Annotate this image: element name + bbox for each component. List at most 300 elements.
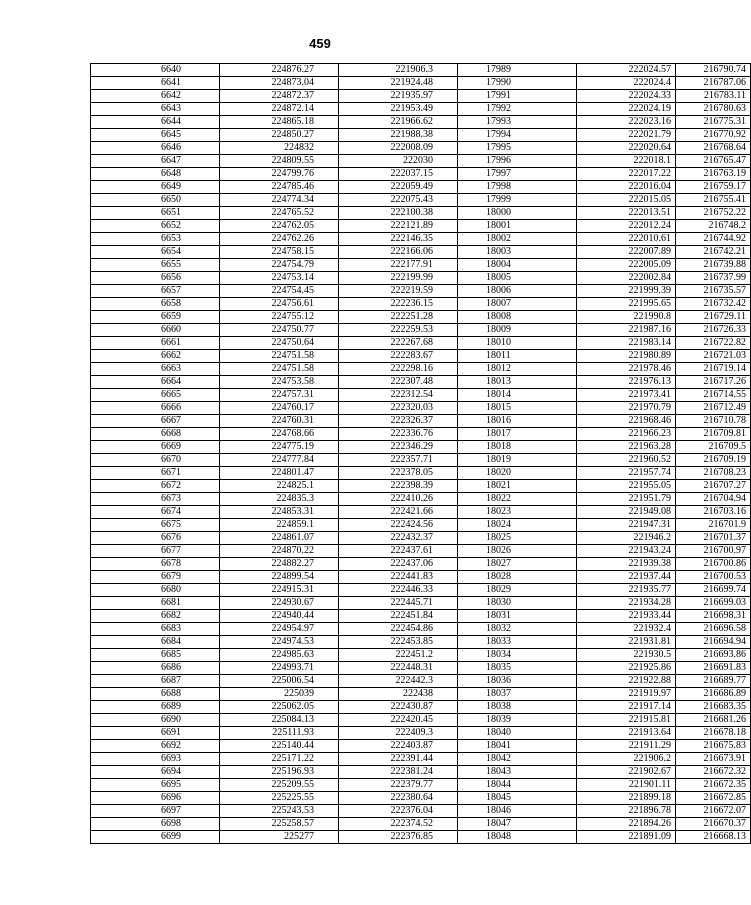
table-cell: 6684 <box>91 636 220 649</box>
table-row <box>91 77 751 90</box>
table-cell: 222438 <box>339 688 458 701</box>
table-cell: 224753.14 <box>220 272 339 285</box>
table-cell: 221911.29 <box>577 740 676 753</box>
coordinate-table <box>90 63 751 844</box>
table-cell: 222199.99 <box>339 272 458 285</box>
table-cell: 18026 <box>458 545 577 558</box>
table-body <box>91 64 751 844</box>
table-row <box>91 246 751 259</box>
table-cell: 224774.34 <box>220 194 339 207</box>
table-cell: 222017.22 <box>577 168 676 181</box>
table-cell: 18018 <box>458 441 577 454</box>
table-row <box>91 766 751 779</box>
table-cell: 222421.66 <box>339 506 458 519</box>
table-cell: 224870.22 <box>220 545 339 558</box>
table-cell: 224801.47 <box>220 467 339 480</box>
table-row <box>91 337 751 350</box>
table-cell: 224765.52 <box>220 207 339 220</box>
table-cell: 6672 <box>91 480 220 493</box>
table-row <box>91 454 751 467</box>
table-cell: 17994 <box>458 129 577 142</box>
table-cell: 18009 <box>458 324 577 337</box>
table-cell: 18021 <box>458 480 577 493</box>
table-cell: 221924.48 <box>339 77 458 90</box>
table-row <box>91 194 751 207</box>
table-cell: 216790.74 <box>676 64 751 77</box>
table-cell: 221935.97 <box>339 90 458 103</box>
table-cell: 6662 <box>91 350 220 363</box>
table-cell: 18024 <box>458 519 577 532</box>
table-cell: 18031 <box>458 610 577 623</box>
table-row <box>91 662 751 675</box>
table-cell: 17990 <box>458 77 577 90</box>
table-cell: 222446.33 <box>339 584 458 597</box>
table-cell: 222430.87 <box>339 701 458 714</box>
table-cell: 6640 <box>91 64 220 77</box>
table-cell: 6641 <box>91 77 220 90</box>
table-cell: 222024.57 <box>577 64 676 77</box>
table-cell: 6699 <box>91 831 220 844</box>
table-row <box>91 233 751 246</box>
table-cell: 6677 <box>91 545 220 558</box>
table-cell: 18011 <box>458 350 577 363</box>
table-cell: 221943.24 <box>577 545 676 558</box>
table-cell: 221915.81 <box>577 714 676 727</box>
table-row <box>91 467 751 480</box>
table-cell: 222021.79 <box>577 129 676 142</box>
table-cell: 221934.28 <box>577 597 676 610</box>
table-row <box>91 207 751 220</box>
table-cell: 18044 <box>458 779 577 792</box>
table-cell: 222259.53 <box>339 324 458 337</box>
table-cell: 221939.38 <box>577 558 676 571</box>
table-cell: 221922.88 <box>577 675 676 688</box>
table-cell: 216698.31 <box>676 610 751 623</box>
table-cell: 6656 <box>91 272 220 285</box>
table-cell: 17996 <box>458 155 577 168</box>
table-row <box>91 792 751 805</box>
table-cell: 222267.68 <box>339 337 458 350</box>
table-cell: 222002.84 <box>577 272 676 285</box>
table-cell: 224832 <box>220 142 339 155</box>
table-cell: 18025 <box>458 532 577 545</box>
table-cell: 222005.09 <box>577 259 676 272</box>
table-cell: 224760.31 <box>220 415 339 428</box>
table-cell: 222442.3 <box>339 675 458 688</box>
table-cell: 221955.05 <box>577 480 676 493</box>
table-cell: 216693.86 <box>676 649 751 662</box>
table-cell: 221937.44 <box>577 571 676 584</box>
table-cell: 216739.88 <box>676 259 751 272</box>
table-cell: 224753.58 <box>220 376 339 389</box>
table-cell: 222432.37 <box>339 532 458 545</box>
table-cell: 6691 <box>91 727 220 740</box>
table-cell: 222024.4 <box>577 77 676 90</box>
table-cell: 221930.5 <box>577 649 676 662</box>
table-cell: 216714.55 <box>676 389 751 402</box>
table-cell: 222357.71 <box>339 454 458 467</box>
table-cell: 216765.47 <box>676 155 751 168</box>
table-row <box>91 831 751 844</box>
table-cell: 221894.26 <box>577 818 676 831</box>
table-row <box>91 727 751 740</box>
table-row <box>91 636 751 649</box>
table-row <box>91 272 751 285</box>
table-cell: 6643 <box>91 103 220 116</box>
table-cell: 18007 <box>458 298 577 311</box>
table-cell: 221983.14 <box>577 337 676 350</box>
table-cell: 221966.62 <box>339 116 458 129</box>
table-cell: 224750.64 <box>220 337 339 350</box>
table-cell: 224872.14 <box>220 103 339 116</box>
table-cell: 224853.31 <box>220 506 339 519</box>
table-cell: 216710.78 <box>676 415 751 428</box>
table-cell: 18041 <box>458 740 577 753</box>
table-cell: 222374.52 <box>339 818 458 831</box>
table-cell: 216703.16 <box>676 506 751 519</box>
table-cell: 216708.23 <box>676 467 751 480</box>
table-cell: 224762.26 <box>220 233 339 246</box>
table-cell: 18027 <box>458 558 577 571</box>
table-cell: 222283.67 <box>339 350 458 363</box>
table-cell: 17998 <box>458 181 577 194</box>
table-cell: 6659 <box>91 311 220 324</box>
table-row <box>91 181 751 194</box>
table-cell: 6696 <box>91 792 220 805</box>
table-cell: 222298.16 <box>339 363 458 376</box>
table-cell: 221953.49 <box>339 103 458 116</box>
table-cell: 18030 <box>458 597 577 610</box>
table-cell: 225111.93 <box>220 727 339 740</box>
table-cell: 222403.87 <box>339 740 458 753</box>
table-cell: 221899.18 <box>577 792 676 805</box>
table-cell: 6669 <box>91 441 220 454</box>
table-cell: 216696.58 <box>676 623 751 636</box>
table-cell: 222013.51 <box>577 207 676 220</box>
table-cell: 216712.49 <box>676 402 751 415</box>
table-cell: 6661 <box>91 337 220 350</box>
table-cell: 18003 <box>458 246 577 259</box>
table-cell: 222059.49 <box>339 181 458 194</box>
table-cell: 18036 <box>458 675 577 688</box>
table-cell: 222376.04 <box>339 805 458 818</box>
table-cell: 18006 <box>458 285 577 298</box>
table-cell: 222007.89 <box>577 246 676 259</box>
table-cell: 18035 <box>458 662 577 675</box>
table-row <box>91 168 751 181</box>
table-cell: 18033 <box>458 636 577 649</box>
table-cell: 6642 <box>91 90 220 103</box>
table-cell: 18034 <box>458 649 577 662</box>
table-cell: 216672.85 <box>676 792 751 805</box>
table-cell: 222016.04 <box>577 181 676 194</box>
table-cell: 222008.09 <box>339 142 458 155</box>
table-row <box>91 155 751 168</box>
table-cell: 18015 <box>458 402 577 415</box>
table-cell: 222391.44 <box>339 753 458 766</box>
table-cell: 224865.18 <box>220 116 339 129</box>
table-row <box>91 714 751 727</box>
table-cell: 6644 <box>91 116 220 129</box>
table-cell: 221960.52 <box>577 454 676 467</box>
table-row <box>91 493 751 506</box>
table-cell: 224754.79 <box>220 259 339 272</box>
table-cell: 17989 <box>458 64 577 77</box>
table-cell: 216737.99 <box>676 272 751 285</box>
table-cell: 222307.48 <box>339 376 458 389</box>
table-cell: 6646 <box>91 142 220 155</box>
table-cell: 225006.54 <box>220 675 339 688</box>
table-cell: 17992 <box>458 103 577 116</box>
table-cell: 18029 <box>458 584 577 597</box>
table-cell: 224751.58 <box>220 350 339 363</box>
table-cell: 216673.91 <box>676 753 751 766</box>
table-cell: 6690 <box>91 714 220 727</box>
table-cell: 222018.1 <box>577 155 676 168</box>
table-cell: 222336.76 <box>339 428 458 441</box>
table-cell: 225140.44 <box>220 740 339 753</box>
table-cell: 18039 <box>458 714 577 727</box>
table-cell: 216768.64 <box>676 142 751 155</box>
table-cell: 221957.74 <box>577 467 676 480</box>
table-cell: 216683.35 <box>676 701 751 714</box>
table-cell: 216701.37 <box>676 532 751 545</box>
table-row <box>91 701 751 714</box>
table-cell: 224915.31 <box>220 584 339 597</box>
table-cell: 221999.39 <box>577 285 676 298</box>
table-cell: 6681 <box>91 597 220 610</box>
table-cell: 216719.14 <box>676 363 751 376</box>
table-cell: 224768.66 <box>220 428 339 441</box>
table-cell: 216707.27 <box>676 480 751 493</box>
table-cell: 18012 <box>458 363 577 376</box>
table-cell: 221973.41 <box>577 389 676 402</box>
table-cell: 216787.06 <box>676 77 751 90</box>
table-cell: 18037 <box>458 688 577 701</box>
table-cell: 224974.53 <box>220 636 339 649</box>
table-cell: 216700.86 <box>676 558 751 571</box>
table-row <box>91 129 751 142</box>
table-cell: 18016 <box>458 415 577 428</box>
table-cell: 222398.39 <box>339 480 458 493</box>
table-cell: 224825.1 <box>220 480 339 493</box>
table-cell: 222037.15 <box>339 168 458 181</box>
table-cell: 222451.2 <box>339 649 458 662</box>
table-cell: 225039 <box>220 688 339 701</box>
table-cell: 216783.11 <box>676 90 751 103</box>
table-row <box>91 779 751 792</box>
table-cell: 6668 <box>91 428 220 441</box>
table-cell: 216694.94 <box>676 636 751 649</box>
table-cell: 224760.17 <box>220 402 339 415</box>
table-cell: 221917.14 <box>577 701 676 714</box>
table-cell: 6666 <box>91 402 220 415</box>
table-cell: 216752.22 <box>676 207 751 220</box>
table-cell: 216717.26 <box>676 376 751 389</box>
table-cell: 222380.64 <box>339 792 458 805</box>
table-cell: 222166.06 <box>339 246 458 259</box>
table-cell: 6692 <box>91 740 220 753</box>
table-cell: 224775.19 <box>220 441 339 454</box>
table-row <box>91 298 751 311</box>
table-cell: 216735.57 <box>676 285 751 298</box>
table-cell: 216770.92 <box>676 129 751 142</box>
table-cell: 224762.05 <box>220 220 339 233</box>
table-cell: 18005 <box>458 272 577 285</box>
table-cell: 224755.12 <box>220 311 339 324</box>
table-cell: 225084.13 <box>220 714 339 727</box>
table-cell: 18017 <box>458 428 577 441</box>
table-cell: 6665 <box>91 389 220 402</box>
table-cell: 18046 <box>458 805 577 818</box>
table-cell: 222312.54 <box>339 389 458 402</box>
table-cell: 222437.61 <box>339 545 458 558</box>
table-cell: 222075.43 <box>339 194 458 207</box>
table-cell: 6674 <box>91 506 220 519</box>
table-cell: 6698 <box>91 818 220 831</box>
table-cell: 221990.8 <box>577 311 676 324</box>
table-cell: 221901.11 <box>577 779 676 792</box>
table-cell: 222020.64 <box>577 142 676 155</box>
table-cell: 216670.37 <box>676 818 751 831</box>
table-cell: 18002 <box>458 233 577 246</box>
table-cell: 221891.09 <box>577 831 676 844</box>
table-cell: 222024.33 <box>577 90 676 103</box>
table-cell: 222454.86 <box>339 623 458 636</box>
table-row <box>91 259 751 272</box>
table-cell: 216681.26 <box>676 714 751 727</box>
table-cell: 18028 <box>458 571 577 584</box>
table-cell: 221947.31 <box>577 519 676 532</box>
table-cell: 224861.07 <box>220 532 339 545</box>
table-cell: 216668.13 <box>676 831 751 844</box>
table-cell: 216689.77 <box>676 675 751 688</box>
table-cell: 216709.19 <box>676 454 751 467</box>
table-cell: 216763.19 <box>676 168 751 181</box>
table-cell: 6647 <box>91 155 220 168</box>
table-cell: 18019 <box>458 454 577 467</box>
table-cell: 222376.85 <box>339 831 458 844</box>
table-row <box>91 584 751 597</box>
table-cell: 17997 <box>458 168 577 181</box>
table-cell: 6664 <box>91 376 220 389</box>
table-cell: 6679 <box>91 571 220 584</box>
table-cell: 216672.07 <box>676 805 751 818</box>
table-cell: 6650 <box>91 194 220 207</box>
table-row <box>91 350 751 363</box>
table-cell: 225225.55 <box>220 792 339 805</box>
table-row <box>91 324 751 337</box>
table-cell: 222441.83 <box>339 571 458 584</box>
table-row <box>91 610 751 623</box>
table-cell: 222012.24 <box>577 220 676 233</box>
table-cell: 18023 <box>458 506 577 519</box>
table-cell: 216780.63 <box>676 103 751 116</box>
table-cell: 6670 <box>91 454 220 467</box>
table-cell: 221951.79 <box>577 493 676 506</box>
table-cell: 222024.19 <box>577 103 676 116</box>
table-cell: 225062.05 <box>220 701 339 714</box>
table-cell: 222448.31 <box>339 662 458 675</box>
table-cell: 216748.2 <box>676 220 751 233</box>
table-cell: 18043 <box>458 766 577 779</box>
table-cell: 216700.53 <box>676 571 751 584</box>
table-cell: 224930.67 <box>220 597 339 610</box>
table-cell: 18047 <box>458 818 577 831</box>
table-cell: 6678 <box>91 558 220 571</box>
table-cell: 222100.38 <box>339 207 458 220</box>
table-cell: 221906.2 <box>577 753 676 766</box>
table-cell: 221976.13 <box>577 376 676 389</box>
table-row <box>91 389 751 402</box>
table-cell: 221906.3 <box>339 64 458 77</box>
table-cell: 216709.81 <box>676 428 751 441</box>
table-cell: 6671 <box>91 467 220 480</box>
table-cell: 18020 <box>458 467 577 480</box>
table-cell: 18040 <box>458 727 577 740</box>
table-cell: 18008 <box>458 311 577 324</box>
table-cell: 221902.67 <box>577 766 676 779</box>
table-row <box>91 441 751 454</box>
table-row <box>91 363 751 376</box>
table-cell: 18042 <box>458 753 577 766</box>
table-cell: 225196.93 <box>220 766 339 779</box>
table-row <box>91 623 751 636</box>
table-cell: 6660 <box>91 324 220 337</box>
table-row <box>91 415 751 428</box>
table-row <box>91 64 751 77</box>
table-row <box>91 480 751 493</box>
table-cell: 216686.89 <box>676 688 751 701</box>
table-cell: 6651 <box>91 207 220 220</box>
table-cell: 221913.64 <box>577 727 676 740</box>
table-cell: 222410.26 <box>339 493 458 506</box>
table-cell: 224777.84 <box>220 454 339 467</box>
table-cell: 6693 <box>91 753 220 766</box>
table-row <box>91 142 751 155</box>
table-row <box>91 558 751 571</box>
table-cell: 221949.08 <box>577 506 676 519</box>
table-cell: 18045 <box>458 792 577 805</box>
table-cell: 222251.28 <box>339 311 458 324</box>
table-cell: 222424.56 <box>339 519 458 532</box>
table-cell: 18001 <box>458 220 577 233</box>
table-cell: 222146.35 <box>339 233 458 246</box>
page-number: 459 <box>309 36 331 51</box>
table-row <box>91 90 751 103</box>
table-cell: 224993.71 <box>220 662 339 675</box>
table-cell: 224785.46 <box>220 181 339 194</box>
table-cell: 222121.89 <box>339 220 458 233</box>
table-cell: 18004 <box>458 259 577 272</box>
table-cell: 216699.03 <box>676 597 751 610</box>
table-cell: 216691.83 <box>676 662 751 675</box>
table-cell: 224882.27 <box>220 558 339 571</box>
table-cell: 224876.27 <box>220 64 339 77</box>
table-cell: 6694 <box>91 766 220 779</box>
table-cell: 224872.37 <box>220 90 339 103</box>
table-row <box>91 597 751 610</box>
table-cell: 224835.3 <box>220 493 339 506</box>
table-cell: 222453.85 <box>339 636 458 649</box>
table-cell: 18038 <box>458 701 577 714</box>
table-cell: 6652 <box>91 220 220 233</box>
table-cell: 225209.55 <box>220 779 339 792</box>
table-cell: 225277 <box>220 831 339 844</box>
table-cell: 221966.23 <box>577 428 676 441</box>
table-cell: 17999 <box>458 194 577 207</box>
table-cell: 222451.84 <box>339 610 458 623</box>
